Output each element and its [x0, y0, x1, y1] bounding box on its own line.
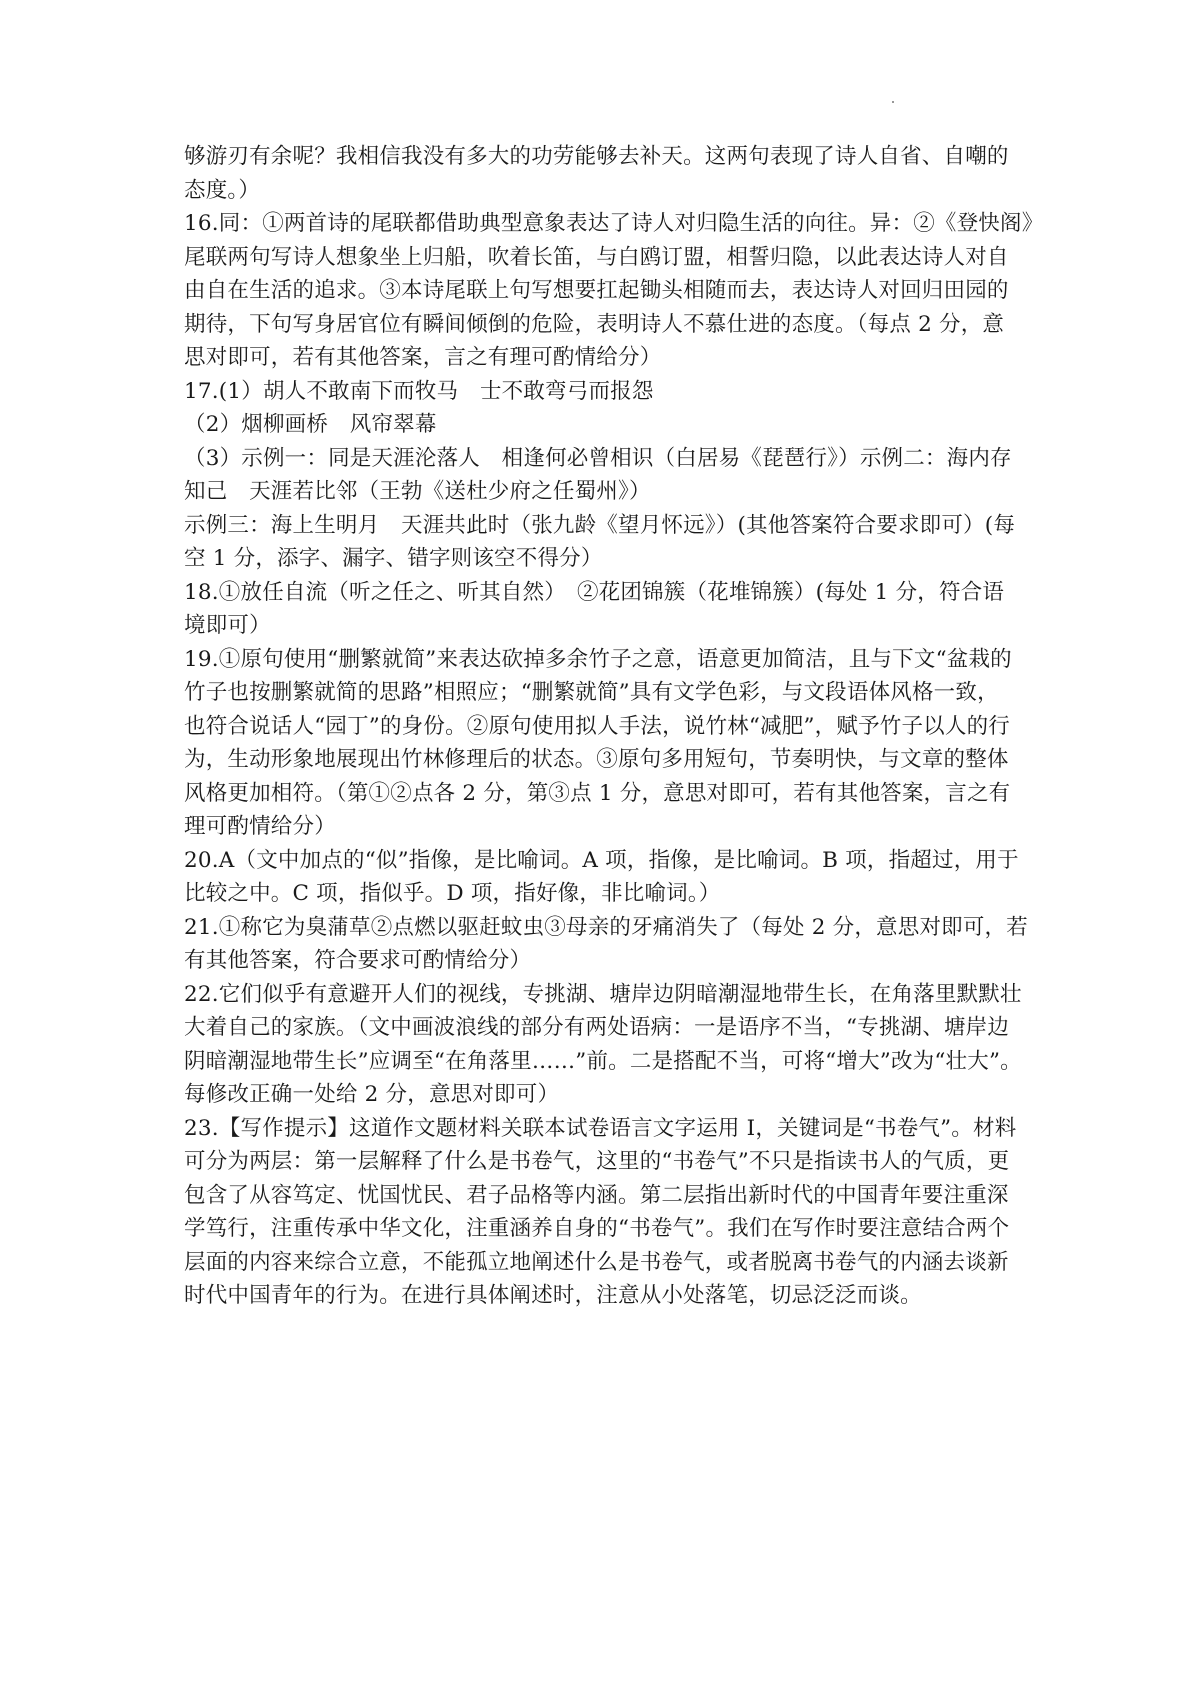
- text-line: 风格更加相符。（第①②点各 2 分，第③点 1 分，意思对即可，若有其他答案，言之有: [184, 780, 1011, 806]
- text-line: 空 1 分，添字、漏字、错字则该空不得分）: [184, 546, 603, 571]
- text-line: 有其他答案，符合要求可酌情给分）: [184, 948, 532, 973]
- text-line: 可分为两层：第一层解释了什么是书卷气，这里的“书卷气”不只是指读书人的气质，更: [184, 1149, 1010, 1174]
- answer-20: 20.A（文中加点的“似”指像，是比喻词。A 项，指像，是比喻词。B 项，指超过，用于: [184, 847, 1019, 873]
- answer-21: 21.①称它为臭蒲草②点燃以驱赶蚊虫③母亲的牙痛消失了（每处 2 分，意思对即可，若: [184, 914, 1028, 940]
- text-line: 尾联两句写诗人想象坐上归船，吹着长笛，与白鸥订盟，相誓归隐，以此表达诗人对自: [184, 244, 1009, 270]
- text-line: 包含了从容笃定、忧国忧民、君子品格等内涵。第二层指出新时代的中国青年要注重深: [184, 1182, 1009, 1208]
- text-line: 学笃行，注重传承中华文化，注重涵养自身的“书卷气”。我们在写作时要注意结合两个: [184, 1216, 1010, 1241]
- text-line: 思对即可，若有其他答案，言之有理可酌情给分）: [184, 345, 662, 370]
- text-line: 由自在生活的追求。③本诗尾联上句写想要扛起锄头相随而去，表达诗人对回归田园的: [184, 278, 1009, 303]
- answer-key-text: [184, 140, 1044, 1313]
- text-line: （3）示例一：同是天涯沦落人 相逢何必曾相识（白居易《琵琶行》）示例二：海内存: [184, 445, 1012, 471]
- text-line: （2）烟柳画桥 风帘翠幕: [184, 412, 437, 437]
- text-line: 层面的内容来综合立意，不能孤立地阐述什么是书卷气，或者脱离书卷气的内涵去谈新: [184, 1249, 1009, 1275]
- text-line: 时代中国青年的行为。在进行具体阐述时，注意从小处落笔，切忌泛泛而谈。: [184, 1283, 922, 1308]
- answer-17: 17.(1）胡人不敢南下而牧马 士不敢弯弓而报怨: [184, 378, 654, 404]
- answer-19: 19.①原句使用“删繁就简”来表达砍掉多余竹子之意，语意更加简洁，且与下文“盆栽的: [184, 646, 1012, 672]
- text-line: 阴暗潮湿地带生长”应调至“在角落里……”前。二是搭配不当，可将“增大”改为“壮大”。: [184, 1048, 1022, 1074]
- text-line: 每修改正确一处给 2 分，意思对即可）: [184, 1082, 560, 1107]
- answer-23: 23.【写作提示】这道作文题材料关联本试卷语言文字运用 I，关键词是“书卷气”。材料: [184, 1115, 1017, 1141]
- scan-speck: [892, 101, 894, 103]
- answer-22: 22.它们似乎有意避开人们的视线，专挑湖、塘岸边阴暗潮湿地带生长，在角落里默默壮: [184, 981, 1022, 1007]
- text-line: 境即可）: [184, 613, 271, 638]
- text-line: 示例三：海上生明月 天涯共此时（张九龄《望月怀远》）(其他答案符合要求即可）(每: [184, 512, 1016, 538]
- text-line: 知己 天涯若比邻（王勃《送杜少府之任蜀州》）: [184, 479, 651, 504]
- text-line: 为，生动形象地展现出竹林修理后的状态。③原句多用短句，节奏明快，与文章的整体: [184, 747, 1009, 772]
- text-line: 竹子也按删繁就简的思路”相照应；“删繁就简”具有文学色彩，与文段语体风格一致，: [184, 680, 999, 705]
- text-line: 理可酌情给分）: [184, 814, 336, 839]
- answer-16: 16.同：①两首诗的尾联都借助典型意象表达了诗人对归隐生活的向往。异：②《登快阁》: [184, 211, 1044, 236]
- text-line: 也符合说话人“园丁”的身份。②原句使用拟人手法，说竹林“减肥”，赋予竹子以人的行: [184, 713, 1010, 739]
- text-line: 够游刃有余呢？我相信我没有多大的功劳能够去补天。这两句表现了诗人自省、自嘲的: [184, 144, 1009, 169]
- answer-18: 18.①放任自流（听之任之、听其自然） ②花团锦簇（花堆锦簇）(每处 1 分，符合语: [184, 579, 1005, 605]
- text-line: 期待，下句写身居官位有瞬间倾倒的危险，表明诗人不慕仕进的态度。（每点 2 分，意: [184, 311, 1005, 337]
- text-line: 比较之中。C 项，指似乎。D 项，指好像，非比喻词。）: [184, 881, 721, 906]
- text-line: 态度。）: [184, 177, 261, 203]
- text-line: 大着自己的家族。（文中画波浪线的部分有两处语病：一是语序不当，“专挑湖、塘岸边: [184, 1015, 1010, 1040]
